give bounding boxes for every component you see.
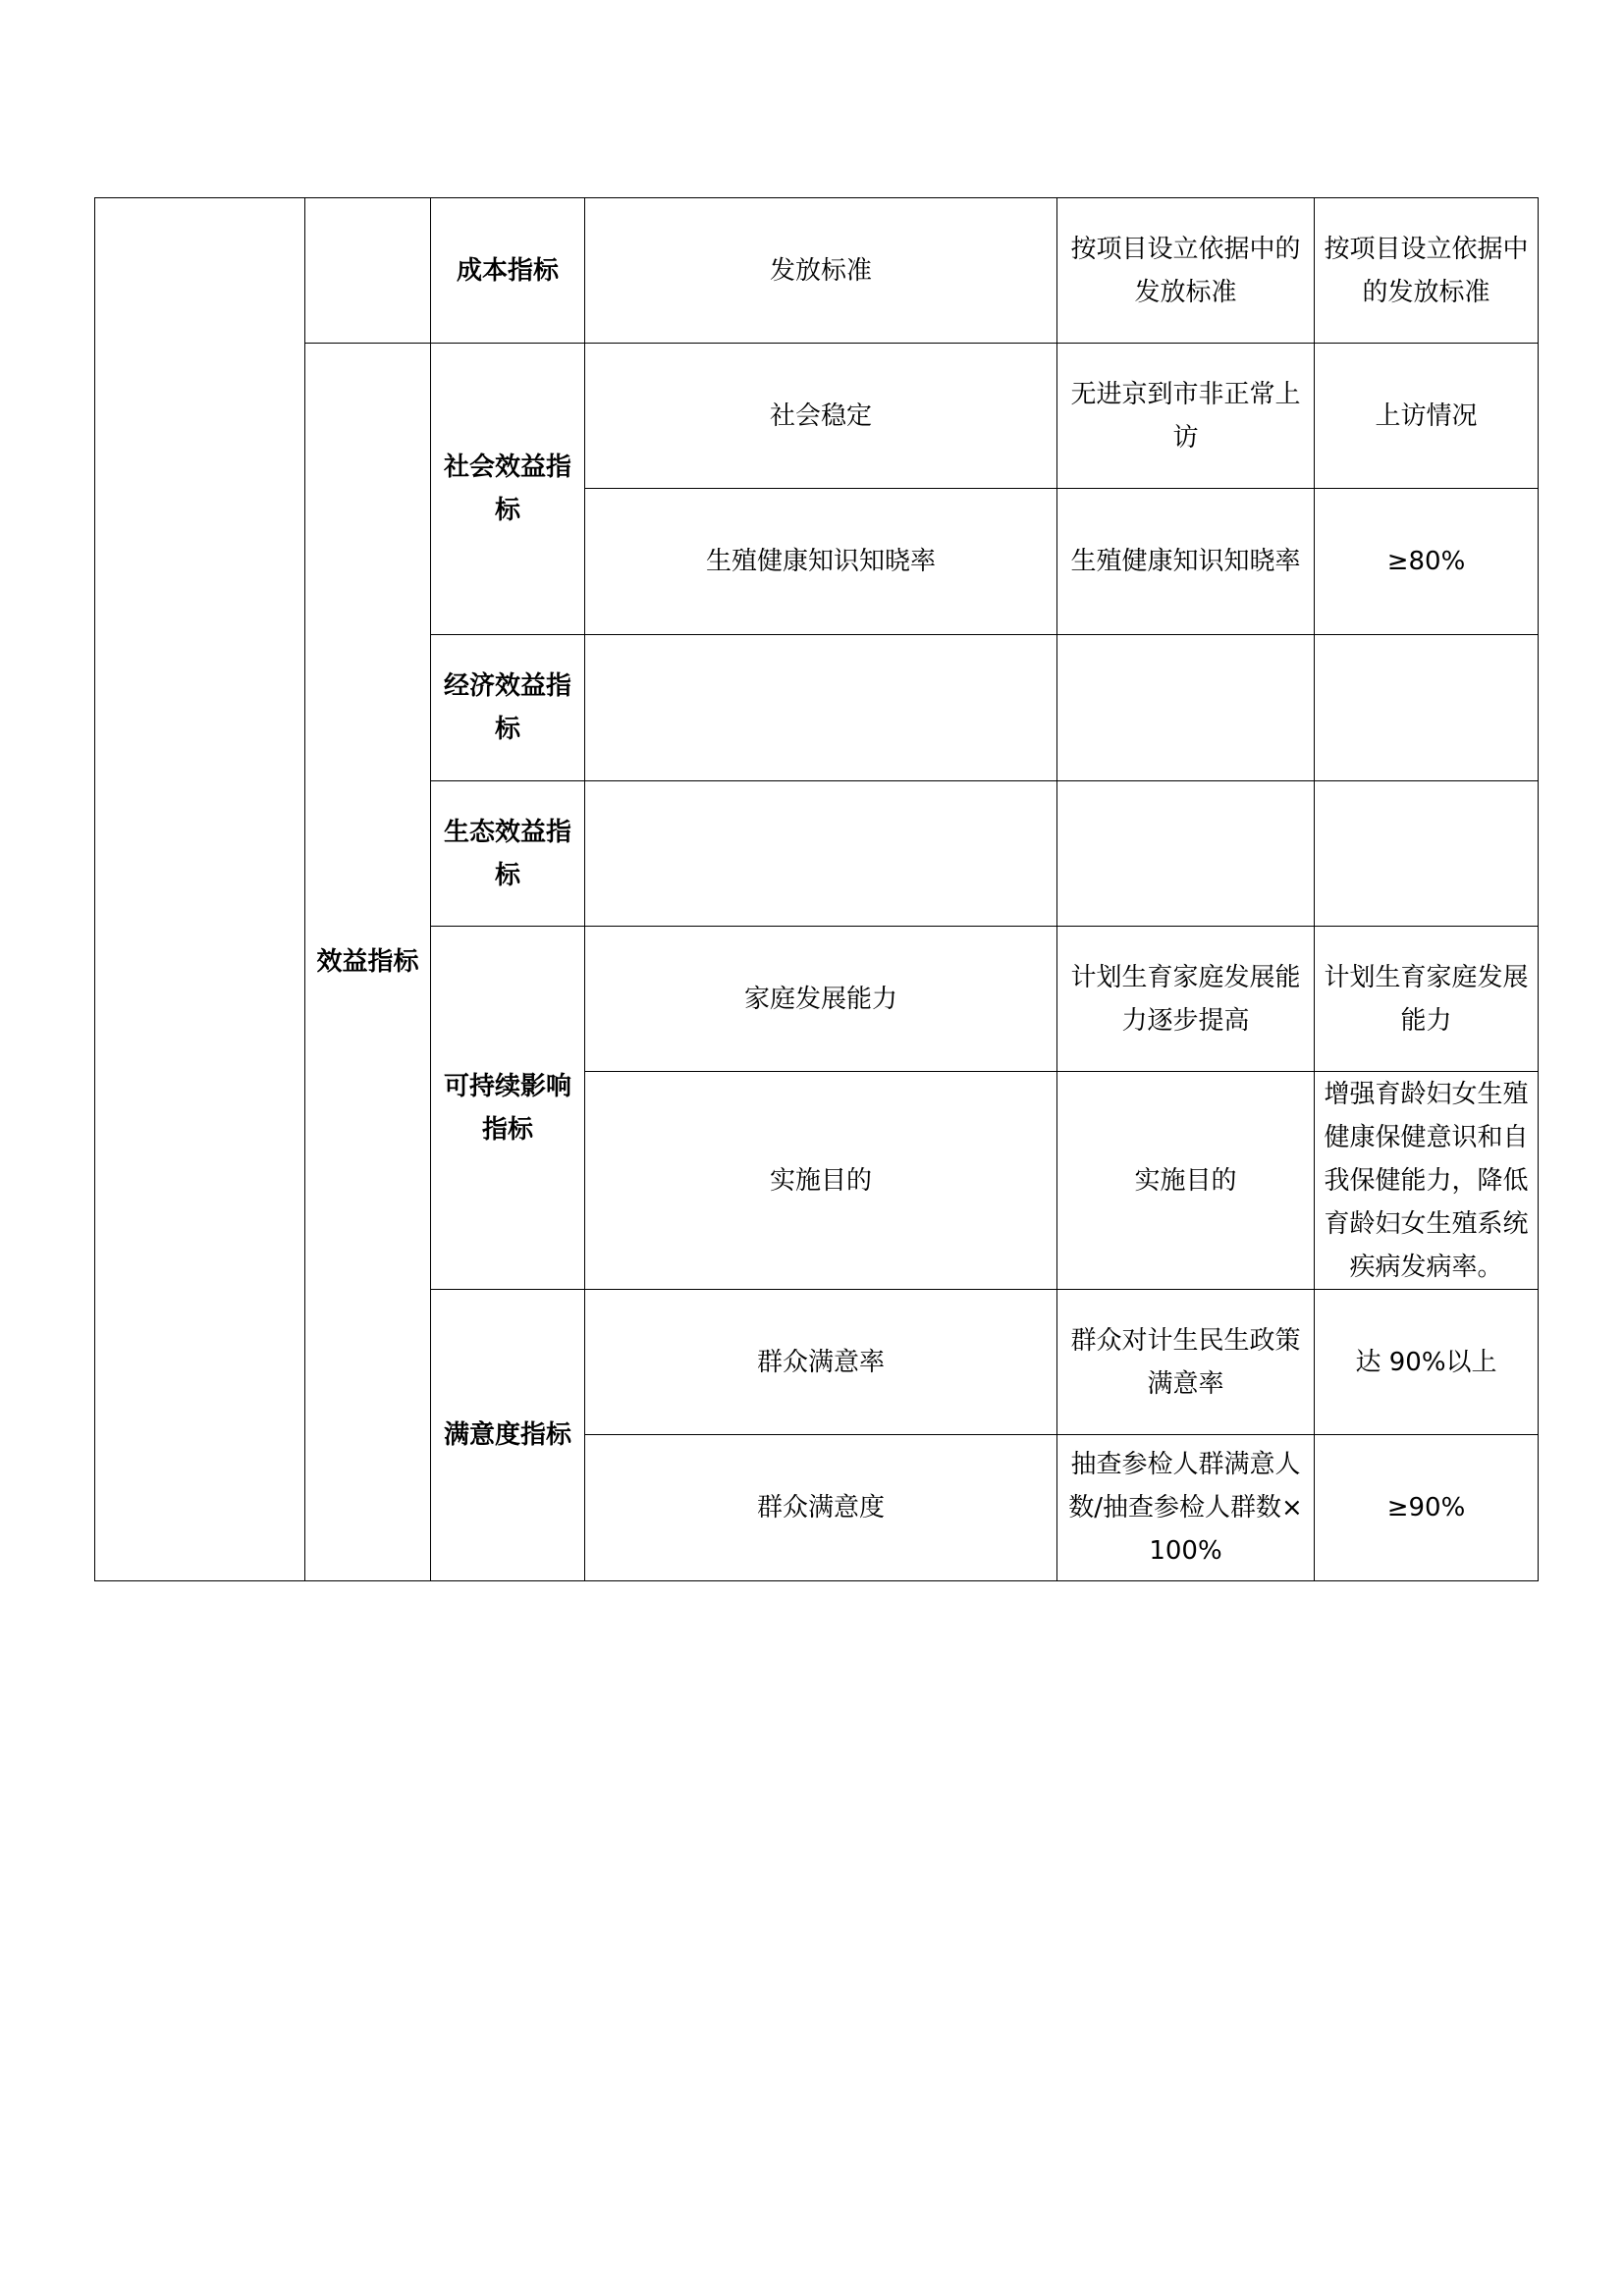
standard-cell: 无进京到市非正常上访 — [1057, 344, 1315, 489]
target-cell: 上访情况 — [1315, 344, 1539, 489]
performance-indicator-table — [94, 197, 1539, 1581]
level2-social-benefit: 社会效益指标 — [431, 344, 585, 635]
target-cell — [1315, 781, 1539, 927]
table-row — [95, 198, 1539, 344]
target-cell: ≥90% — [1315, 1435, 1539, 1581]
indicator-cell: 发放标准 — [585, 198, 1057, 344]
target-cell: 达 90%以上 — [1315, 1290, 1539, 1435]
blank-category-cell — [305, 198, 431, 344]
standard-cell: 计划生育家庭发展能力逐步提高 — [1057, 927, 1315, 1072]
indicator-cell: 群众满意度 — [585, 1435, 1057, 1581]
indicator-cell: 实施目的 — [585, 1072, 1057, 1290]
target-cell: 计划生育家庭发展能力 — [1315, 927, 1539, 1072]
standard-cell — [1057, 781, 1315, 927]
category-benefit-indicator: 效益指标 — [305, 344, 431, 1581]
indicator-cell: 家庭发展能力 — [585, 927, 1057, 1072]
level2-cost-indicator: 成本指标 — [431, 198, 585, 344]
indicator-cell: 生殖健康知识知晓率 — [585, 489, 1057, 635]
standard-cell — [1057, 635, 1315, 781]
indicator-cell: 社会稳定 — [585, 344, 1057, 489]
target-cell — [1315, 635, 1539, 781]
level2-sustainable-impact: 可持续影响指标 — [431, 927, 585, 1290]
table-row — [95, 344, 1539, 489]
standard-cell: 抽查参检人群满意人数/抽查参检人群数×100% — [1057, 1435, 1315, 1581]
indicator-cell: 群众满意率 — [585, 1290, 1057, 1435]
level2-satisfaction: 满意度指标 — [431, 1290, 585, 1581]
blank-first-column-cell — [95, 198, 305, 1581]
standard-cell: 生殖健康知识知晓率 — [1057, 489, 1315, 635]
target-cell: ≥80% — [1315, 489, 1539, 635]
level2-economic-benefit: 经济效益指标 — [431, 635, 585, 781]
standard-cell: 实施目的 — [1057, 1072, 1315, 1290]
level2-ecological-benefit: 生态效益指标 — [431, 781, 585, 927]
standard-cell: 按项目设立依据中的发放标准 — [1057, 198, 1315, 344]
target-cell: 按项目设立依据中的发放标准 — [1315, 198, 1539, 344]
target-cell: 增强育龄妇女生殖健康保健意识和自我保健能力，降低育龄妇女生殖系统疾病发病率。 — [1315, 1072, 1539, 1290]
indicator-cell — [585, 781, 1057, 927]
standard-cell: 群众对计生民生政策满意率 — [1057, 1290, 1315, 1435]
indicator-cell — [585, 635, 1057, 781]
